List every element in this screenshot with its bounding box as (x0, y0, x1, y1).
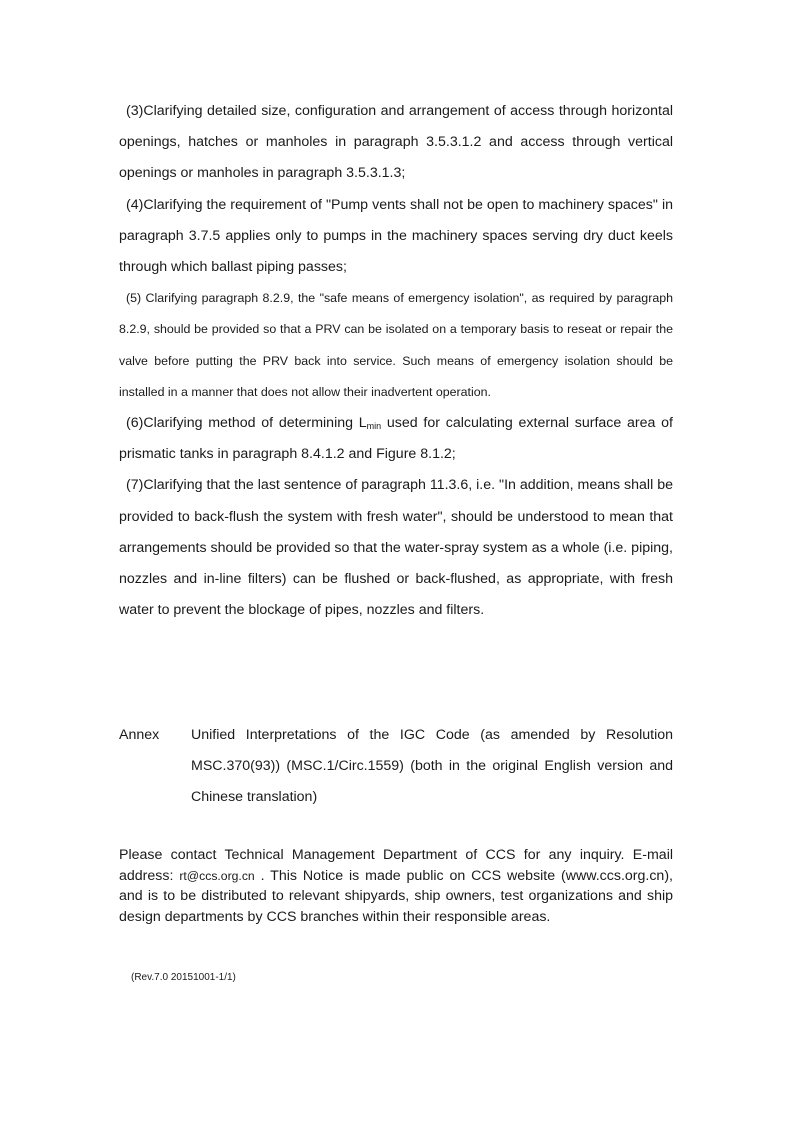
clarification-item-6-lead: (6)Clarifying method of determining L (126, 415, 367, 432)
clarification-item-4: (4)Clarifying the requirement of "Pump vents shall not be open to machinery spaces" in paragraph 3.7.5 applies only to pumps in the machinery spaces serving dry duct keels through which ballast piping passes; (119, 196, 673, 276)
annex-section (119, 720, 673, 813)
clarification-item-6 (119, 408, 673, 470)
contact-notice (119, 845, 673, 928)
contact-text-tail: . This Notice is made public on CCS website (www.ccs.org.cn), and is to be distributed to relevant shipyards, ship owners, test organizations and ship design departments by CCS branches within their responsible areas. (119, 867, 673, 926)
contact-email: rt@ccs.org.cn (179, 868, 255, 883)
clarification-item-5: (5) Clarifying paragraph 8.2.9, the "safe means of emergency isolation", as required by paragraph 8.2.9, should be provided so that a PRV can be isolated on a temporary basis to reseat or repair the valve before putting the PRV back into service. Such means of emergency isolation should be installed in a manner that does not allow their inadvertent operation. (119, 291, 673, 399)
clarification-item-7: (7)Clarifying that the last sentence of paragraph 11.3.6, i.e. "In addition, means shall be provided to back-flush the system with fresh water", should be understood to mean that arrangements should be provided so that the water-spray system as a whole (i.e. piping, nozzles and in-line filters) can be flushed or back-flushed, as appropriate, with fresh water to prevent the blockage of pipes, nozzles and filters. (119, 477, 673, 619)
clarification-item-3: (3)Clarifying detailed size, configuration and arrangement of access through horizontal openings, hatches or manholes in paragraph 3.5.3.1.2 and access through vertical openings or manholes in paragraph 3.5.3.1.3; (119, 103, 673, 182)
clarification-item-6-tail: used for calculating external surface area of prismatic tanks in paragraph 8.4.1.2 and Figure 8.1.2; (119, 415, 673, 463)
revision-label: (Rev.7.0 20151001-1/1) (131, 972, 236, 983)
contact-text-lead: Please contact Technical Management Department of CCS for any inquiry. E-mail address: (119, 847, 673, 884)
annex-description: Unified Interpretations of the IGC Code (as amended by Resolution MSC.370(93)) (MSC.1/Circ.1559) (both in the original English version and Chinese translation) (191, 727, 673, 805)
clarifications-list (119, 96, 673, 626)
annex-label: Annex (119, 727, 160, 743)
lmin-subscript: min (366, 421, 382, 432)
